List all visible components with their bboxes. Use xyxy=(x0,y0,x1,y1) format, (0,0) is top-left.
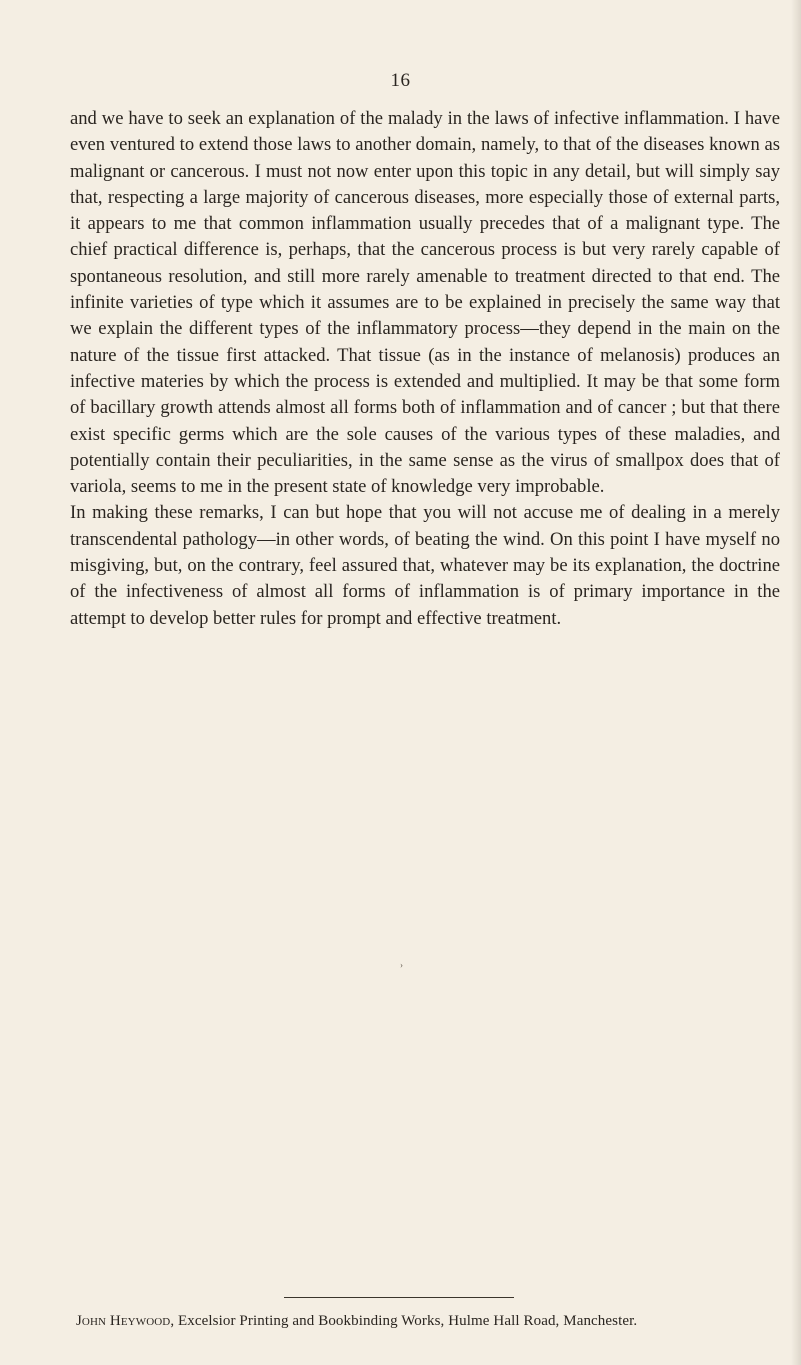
stray-ink-mark: › xyxy=(400,960,403,970)
paragraph-2: In making these remarks, I can but hope that you will not accuse me of dealing in a merely transcendental pathology—in other words, of beating the wind. On this point I have myself no misgiving, but, on the contrary, feel assured that, whatever may be its explanation, the doctrine of the infectiveness of almost all forms of inflammation is of primary importance in the attempt to develop better rules for prompt and effective treatment. xyxy=(70,502,780,629)
footer-rule xyxy=(284,1297,514,1298)
body-text xyxy=(70,106,780,632)
printer-address: Excelsior Printing and Bookbinding Works, Hulme Hall Road, Manchester. xyxy=(174,1313,638,1329)
printer-imprint xyxy=(76,1313,637,1330)
printer-name: John Heywood, xyxy=(76,1313,175,1329)
page-edge-shadow xyxy=(791,0,801,1365)
page-number: 16 xyxy=(390,70,411,91)
paragraph-1: and we have to seek an explanation of the malady in the laws of infective inflammation. I have even ventured to extend those laws to another domain, namely, to that of the diseases known as malignant or cancerous. I must not now enter upon this topic in any detail, but will simply say that, respecting a large majority of cancerous diseases, more especially those of external parts, it appears to me that common inflammation usually precedes that of a malignant type. The chief practical difference is, perhaps, that the cancerous process is but very rarely capable of spontaneous resolution, and still more rarely amenable to treatment directed to that end. The infinite varieties of type which it assumes are to be explained in precisely the same way that we explain the different types of the inflammatory process—they depend in the main on the nature of the tissue first attacked. That tissue (as in the instance of melanosis) produces an infective materies by which the process is extended and multiplied. It may be that some form of bacillary growth attends almost all forms both of inflammation and of cancer ; but that there exist specific germs which are the sole causes of the various types of these maladies, and potentially contain their peculiarities, in the same sense as the virus of smallpox does that of variola, seems to me in the present state of knowledge very improbable. xyxy=(70,108,780,498)
